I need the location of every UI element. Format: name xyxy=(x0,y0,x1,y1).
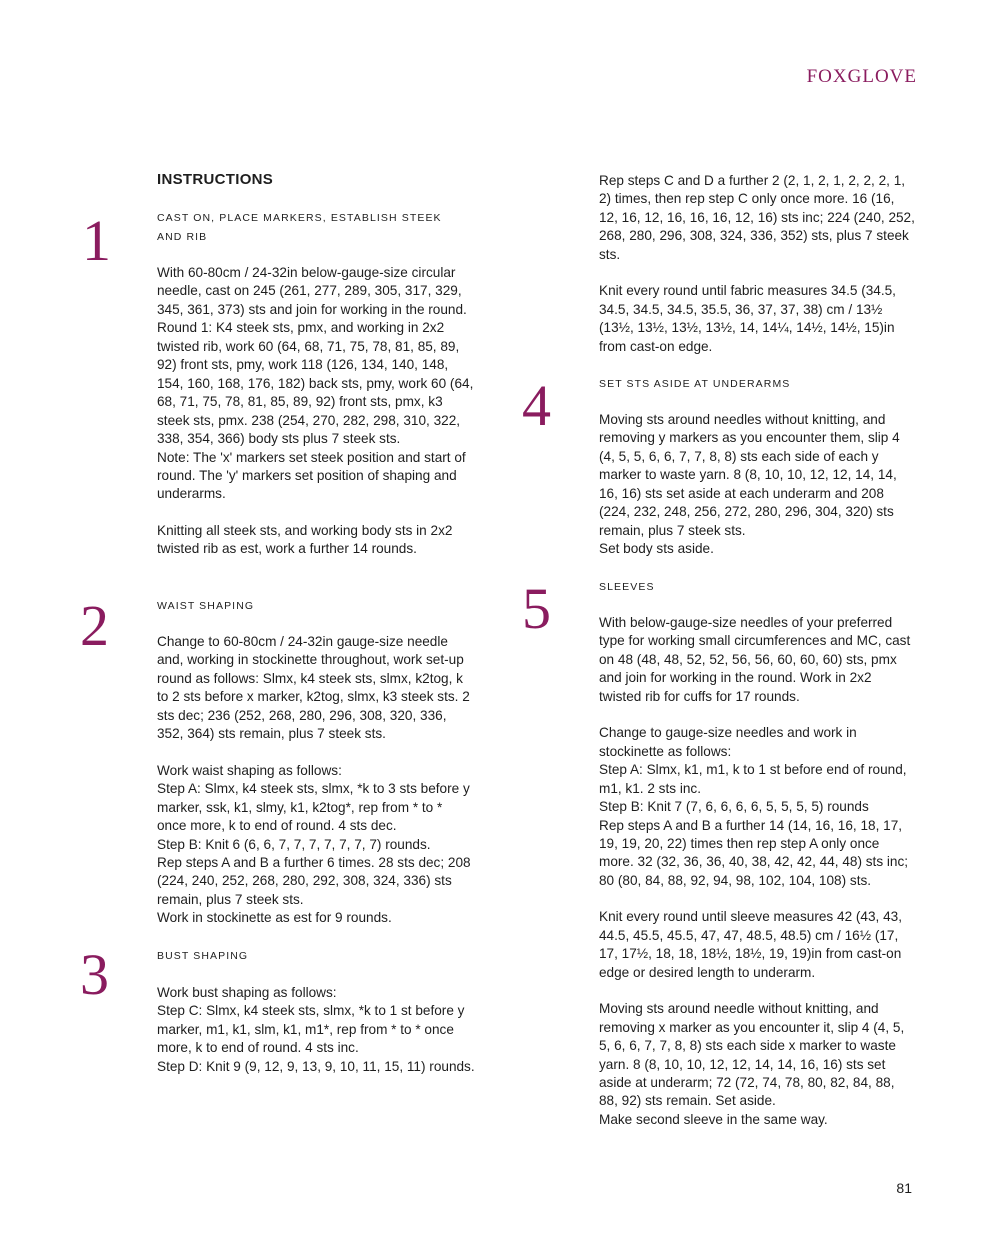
running-header: FOXGLOVE xyxy=(806,66,917,87)
paragraph: Rep steps A and B a further 6 times. 28 sts dec; 208 (224, 240, 252, 268, 280, 292, 308, 324, 336) sts remain, plus 7 steek sts. xyxy=(157,854,471,907)
paragraph: Work bust shaping as follows: xyxy=(157,985,337,1000)
paragraph: Step A: Slmx, k4 steek sts, slmx, *k to 3 sts before y marker, ssk, k1, slmy, k1, k2tog*, rep from * to * once more, k to end of round. 4 sts dec. xyxy=(157,781,470,834)
step-number-4: 4 xyxy=(522,373,551,438)
step-title-1: CAST ON, PLACE MARKERS, ESTABLISH STEEK AND RIB xyxy=(157,212,442,243)
paragraph: Moving sts around needle without knitting, and removing x marker as you encounter it, slip 4 (4, 5, 5, 6, 6, 7, 7, 8, 8) sts each side x marker to waste yarn. 8 (8, 10, 10, 12, 12, 14, 14, 16, 16) sts set aside at underarm; 72 (72, 74, 78, 80, 82, 84, 88, 88, 92) sts remain. Set aside. xyxy=(599,1001,905,1109)
step-body-4 xyxy=(599,411,917,559)
step-number-2: 2 xyxy=(80,593,109,658)
page-number: 81 xyxy=(896,1180,912,1196)
paragraph: Step B: Knit 7 (7, 6, 6, 6, 6, 5, 5, 5, 5) rounds xyxy=(599,799,869,815)
step-title-5: SLEEVES xyxy=(599,581,655,593)
paragraph: Moving sts around needles without knitting, and removing y markers as you encounter them, slip 4 (4, 5, 5, 6, 6, 7, 7, 8, 8) sts each side of each y marker to waste yarn. 8 (8, 10, 10, 12, 12, 14, 14, 16, 16) sts set aside at each underarm and 208 (224, 232, 248, 256, 272, 280, 296, 304, 320) sts remain, plus 7 steek sts. xyxy=(599,412,900,538)
paragraph: Work in stockinette as est for 9 rounds. xyxy=(157,910,392,926)
paragraph: Step C: Slmx, k4 steek sts, slmx, *k to 1 st before y marker, m1, k1, slm, k1, m1*, rep from * to * once more, k to end of round. 4 sts inc. xyxy=(157,1003,465,1056)
section-heading: INSTRUCTIONS xyxy=(157,171,274,188)
step-title-3: BUST SHAPING xyxy=(157,950,249,962)
paragraph: Rep steps A and B a further 14 (14, 16, 16, 18, 17, 19, 19, 20, 22) times then rep step A only once more. 32 (32, 36, 36, 40, 38, 42, 42, 44, 48) sts inc; 80 (80, 84, 88, 92, 94, 98, 102, 104, 108) sts. xyxy=(599,817,909,888)
step-body-3-continued xyxy=(599,172,917,356)
paragraph: Step D: Knit 9 (9, 12, 9, 13, 9, 10, 11, 15, 11) rounds. xyxy=(157,1058,475,1074)
step-number-3: 3 xyxy=(80,942,109,1007)
step-number-5: 5 xyxy=(522,576,551,641)
paragraph: Make second sleeve in the same way. xyxy=(599,1111,828,1127)
paragraph: With below-gauge-size needles of your preferred type for working small circumferences and MC, cast on 48 (48, 48, 52, 52, 56, 56, 60, 60, 60) sts, pmx and join for working in the round. Work in 2x2 twisted rib for cuffs for 17 rounds. xyxy=(599,615,911,704)
step-number-1: 1 xyxy=(82,208,111,273)
step-title-2: WAIST SHAPING xyxy=(157,600,255,612)
paragraph: Round 1: K4 steek sts, pmx, and working in 2x2 twisted rib, work 60 (64, 68, 71, 75, 78, 81, 85, 89, 92) front sts, pmy, work 118 (126, 134, 140, 148, 154, 160, 168, 176, 182) back sts, pmy, work 60 (64, 68, 71, 75, 78, 81, 85, 89, 92) front sts, pmx, k3 steek sts, pmx. 238 (254, 270, 282, 298, 310, 322, 338, 354, 366) body sts plus 7 steek sts. xyxy=(157,320,474,447)
paragraph: Knit every round until fabric measures 34.5 (34.5, 34.5, 34.5, 34.5, 35.5, 36, 37, 37, 38) cm / 13½ (13½, 13½, 13½, 13½, 14, 14¼, 14½, 14½, 15)in from cast-on edge. xyxy=(599,283,896,354)
step-title-4: SET STS ASIDE AT UNDERARMS xyxy=(599,378,791,390)
step-body-3 xyxy=(157,984,475,1076)
paragraph: Rep steps C and D a further 2 (2, 1, 2, 1, 2, 2, 2, 1, 2) times, then rep step C only once more. 16 (16, 12, 16, 12, 16, 16, 16, 12, 16) sts inc; 224 (240, 252, 268, 280, 296, 308, 324, 336, 352) sts, plus 7 steek sts. xyxy=(599,173,915,262)
paragraph: Note: The 'x' markers set steek position and start of round. The 'y' markers set position of shaping and underarms. xyxy=(157,449,466,502)
step-body-1 xyxy=(157,264,475,559)
paragraph: Knitting all steek sts, and working body sts in 2x2 twisted rib as est, work a further 14 rounds. xyxy=(157,522,453,557)
step-body-2 xyxy=(157,633,475,928)
paragraph: Change to gauge-size needles and work in stockinette as follows: xyxy=(599,725,857,759)
paragraph: Knit every round until sleeve measures 42 (43, 43, 44.5, 45.5, 45.5, 47, 47, 48.5, 48.5) cm / 16½ (17, 17, 17½, 18, 18, 18½, 18½, 19, 19)in from cast-on edge or desired length to underarm. xyxy=(599,909,903,980)
paragraph: Step A: Slmx, k1, m1, k to 1 st before end of round, m1, k1. 2 sts inc. xyxy=(599,762,907,796)
paragraph: Set body sts aside. xyxy=(599,541,714,557)
paragraph: Work waist shaping as follows: xyxy=(157,762,342,778)
step-body-5 xyxy=(599,614,917,1129)
paragraph: Change to 60-80cm / 24-32in gauge-size needle and, working in stockinette throughout, work set-up round as follows: Slmx, k4 steek sts, slmx, k2tog, k to 2 sts before x marker, k2tog, slmx, k3 steek sts. 2 sts dec; 236 (252, 268, 280, 296, 308, 320, 336, 352, 364) sts remain, plus 7 steek sts. xyxy=(157,634,470,742)
paragraph: Step B: Knit 6 (6, 6, 7, 7, 7, 7, 7, 7, 7) rounds. xyxy=(157,836,431,852)
paragraph: With 60-80cm / 24-32in below-gauge-size circular needle, cast on 245 (261, 277, 289, 305, 317, 329, 345, 361, 373) sts and join for working in the round. xyxy=(157,265,467,317)
